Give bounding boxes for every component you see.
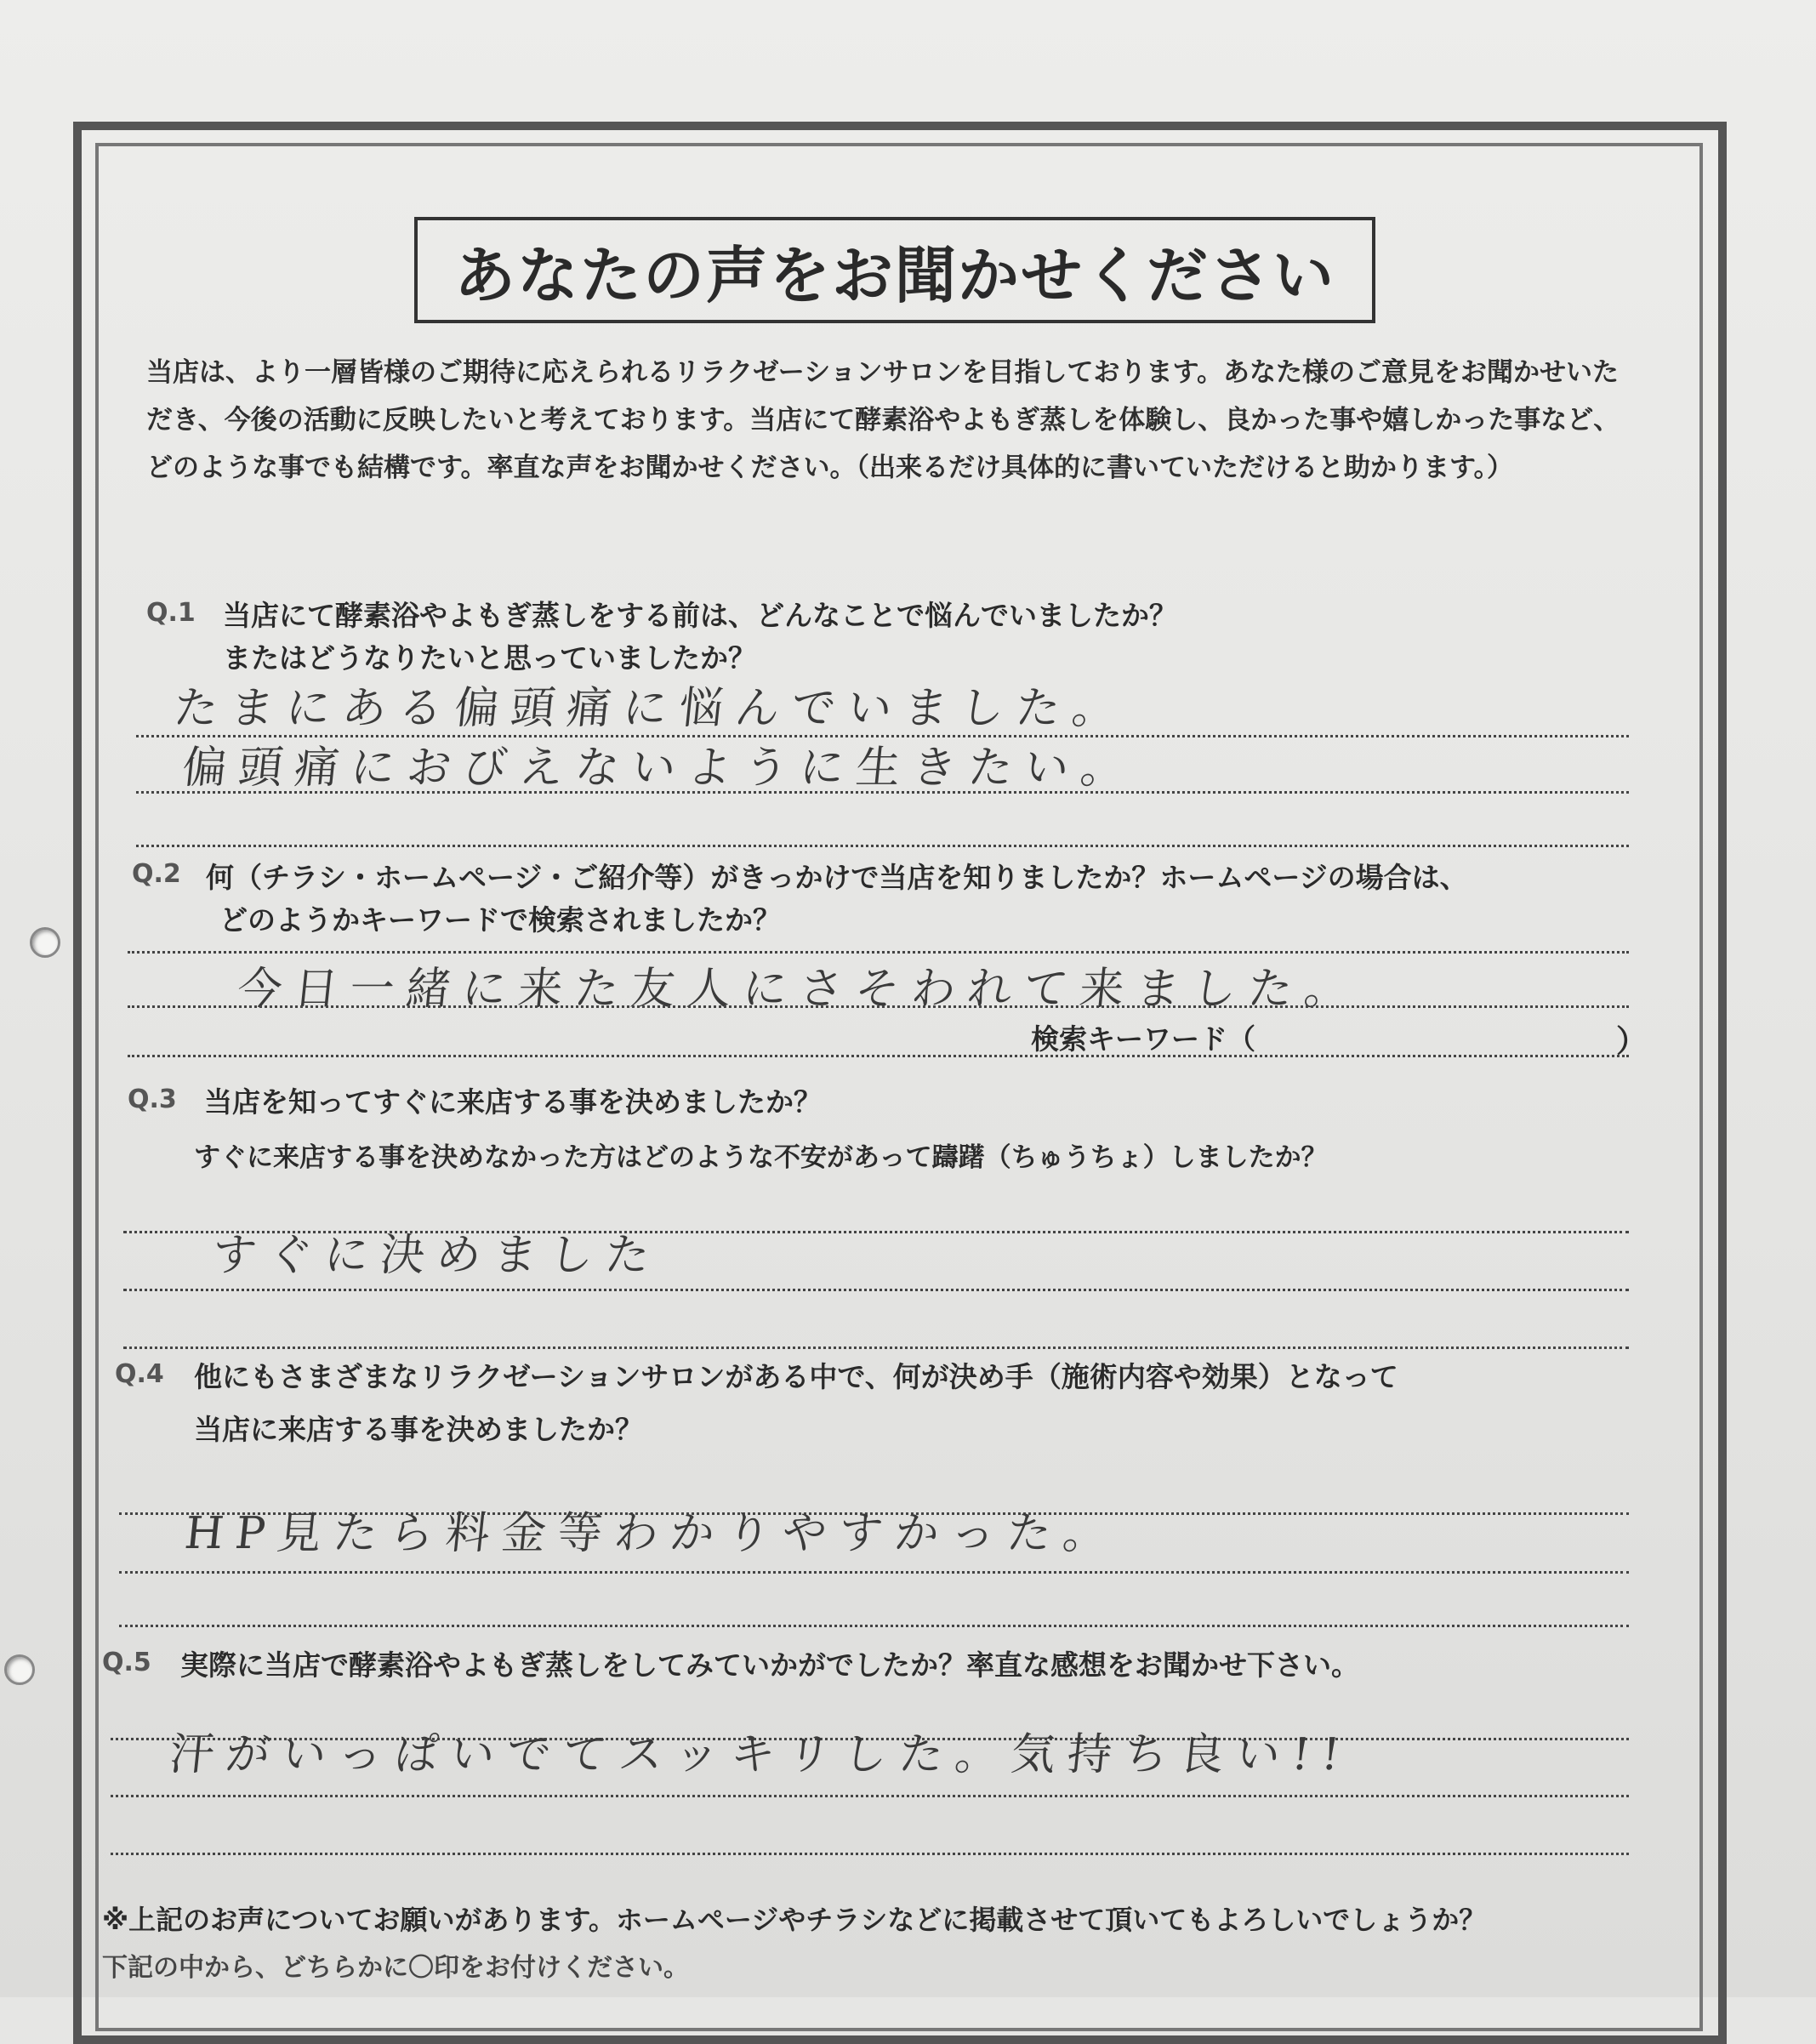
q3-question-line1: 当店を知ってすぐに来店する事を決めましたか？ (204, 1085, 822, 1119)
q3-answer-rule-2 (123, 1289, 1629, 1291)
q1-answer-rule-3 (136, 845, 1629, 847)
q3-answer-rule-3 (123, 1347, 1629, 1349)
punch-hole-bottom (4, 1654, 35, 1685)
q1-number: Q.1 (146, 598, 196, 628)
q1-answer-line2: 偏頭痛におびえないように生きたい。 (179, 743, 1140, 794)
q3-number: Q.3 (128, 1085, 177, 1114)
search-keyword-close: ） (1616, 1024, 1648, 1059)
q2-answer-line1: 今日一緒に来た友人にさそわれて来ました。 (235, 964, 1363, 1015)
q4-question-line2: 当店に来店する事を決めましたか？ (194, 1413, 643, 1446)
q4-question-line1: 他にもさまざまなリラクゼーションサロンがある中で、何が決め手（施術内容や効果）となって (194, 1360, 1398, 1393)
q5-answer-line1: 汗がいっぱいでてスッキリした。気持ち良い!! (167, 1729, 1354, 1780)
q1-answer-rule-2 (136, 791, 1629, 794)
q2-number: Q.2 (132, 859, 181, 889)
q1-question-line2: またはどうなりたいと思っていましたか？ (223, 641, 756, 675)
q5-answer-rule-2 (111, 1795, 1629, 1797)
intro-paragraph: 当店は、より一層皆様のご期待に応えられるリラクゼーションサロンを目指しております。あなた様のご意見をお聞かせいただき、今後の活動に反映したいと考えております。当店にて酵素浴やよもぎ蒸しを体験し、良かった事や嬉しかった事など、どのような事でも結構です。率直な声をお聞かせください。（出来るだけ具体的に書いていただけると助かります。） (146, 357, 1620, 483)
q1-answer-rule-1 (136, 735, 1629, 737)
page-title: あなたの声をお聞かせください (414, 217, 1375, 323)
q2-question-line1: 何（チラシ・ホームページ・ご紹介等）がきっかけで当店を知りましたか？ホームページの場合は、 (206, 861, 1468, 894)
q2-answer-rule-3 (128, 1055, 1629, 1057)
punch-hole-top (30, 927, 60, 958)
q3-question-line2: すぐに来店する事を決めなかった方はどのような不安があって躊躇（ちゅうちょ）しましたか？ (194, 1142, 1328, 1173)
q5-question-line1: 実際に当店で酵素浴やよもぎ蒸しをしてみていかがでしたか？率直な感想をお聞かせ下さい。 (180, 1648, 1359, 1682)
search-keyword-label: 検索キーワード（ (1031, 1022, 1255, 1056)
q5-answer-rule-3 (111, 1853, 1629, 1855)
q2-question-line2: どのようかキーワードで検索されましたか？ (219, 903, 781, 937)
publication-request-note: ※上記のお声についてお願いがあります。ホームページやチラシなどに掲載させて頂いてもよろしいでしょうか？ (102, 1904, 1487, 1936)
q3-answer-line1: すぐに決めました (209, 1230, 664, 1281)
q1-answer-line1: たまにある偏頭痛に悩んでいました。 (171, 683, 1131, 734)
q2-answer-rule-2 (128, 1005, 1629, 1008)
q4-number: Q.4 (115, 1359, 164, 1389)
q4-answer-rule-2 (119, 1571, 1629, 1574)
q5-number: Q.5 (102, 1648, 151, 1677)
q4-answer-line1: HP見たら料金等わかりやすかった。 (182, 1508, 1122, 1559)
q4-answer-rule-3 (119, 1625, 1629, 1627)
q1-question-line1: 当店にて酵素浴やよもぎ蒸しをする前は、どんなことで悩んでいましたか？ (223, 599, 1177, 632)
publication-request-instruction: 下記の中から、どちらかに〇印をお付けください。 (102, 1953, 689, 1983)
